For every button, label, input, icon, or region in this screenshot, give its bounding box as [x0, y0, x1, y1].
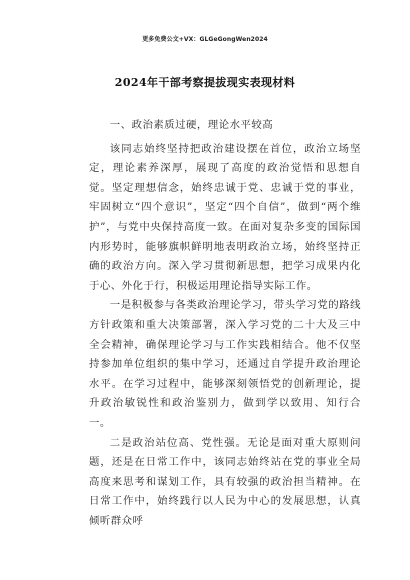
section-heading: 一、政治素质过硬，理论水平较高: [109, 119, 274, 131]
document-body: [89, 116, 361, 531]
paragraph: 一是积极参与各类政治理论学习，带头学习党的路线方针政策和重大决策部署，深入学习党的二十大及三中全会精神，确保理论学习与工作实践相结合。他不仅坚持参加单位组织的集中学习，还通过自学提升政治理论水平。在学习过程中，能够深刻领悟党的创新理论，提升政治敏锐性和政治鉴别力，做到学以致用、知行合一。: [89, 299, 361, 429]
document-title: 2024年干部考察提拔现实表现材料: [114, 76, 296, 89]
header-note: 更多免费公文+VX：GLGeGongWen2024: [142, 36, 268, 43]
paragraph: 二是政治站位高、党性强。无论是面对重大原则问题，还是在日常工作中，该同志始终站在党的事业全局高度来思考和谋划工作，具有较强的政治担当精神。在日常工作中，始终践行以人民为中心的发展思想，认真倾听群众呼: [89, 436, 361, 527]
paragraph: 该同志始终坚持把政治建设摆在首位，政治立场坚定，理论素养深厚，展现了高度的政治觉悟和思想自觉。坚定理想信念，始终忠诚于党、忠诚于党的事业，牢固树立“四个意识”，坚定“四个自信”，做到“两个维护”，与党中央保持高度一致。在面对复杂多变的国际国内形势时，能够旗帜鲜明地表明政治立场，始终坚持正确的政治方向。深入学习贯彻新思想，把学习成果内化于心、外化于行，积极运用理论指导实际工作。: [89, 142, 361, 292]
